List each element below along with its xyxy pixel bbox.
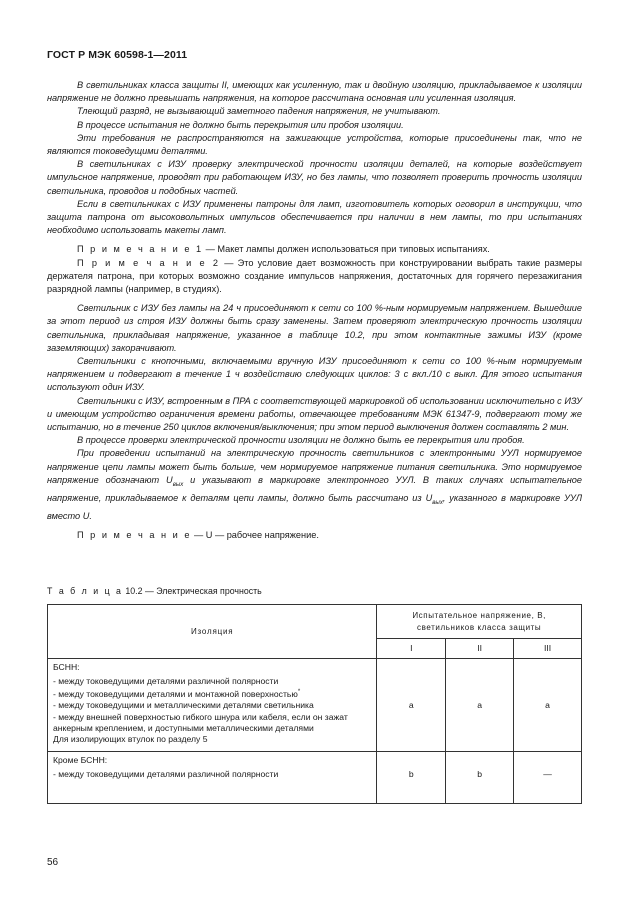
paragraph: Тлеющий разряд, не вызывающий заметного падения напряжения, не учитывают.: [77, 106, 441, 117]
note-text: — Макет лампы должен использоваться при типовых испытаниях.: [203, 244, 490, 255]
note-3: [47, 529, 582, 542]
paragraph: В светильниках класса защиты II, имеющих как усиленную, так и двойную изоляцию, прикладываемое к изоляции напряжение не должно превышать напряжения, на которое рассчитана основная или усиленная изоляция.: [47, 80, 582, 104]
page-number: 56: [47, 857, 59, 868]
cell-value: a: [446, 659, 514, 752]
note-1: [47, 243, 582, 256]
strength-table: [47, 604, 582, 804]
paragraph: В светильниках с ИЗУ проверку электрической прочности изоляции деталей, на которые воздействует импульсное напряжение, проводят при работающем ИЗУ, но без лампы, что позволяет проверить прочность изоляции светильника, проводов и подобных частей.: [47, 159, 582, 196]
note-2: [47, 257, 582, 297]
paragraph-uul: При проведении испытаний на электрическую прочность светильников с электронными УУЛ нормируемое напряжение цепи лампы может быть больше, чем нормируемое напряжение питания светильника. Это нормируемое напряжение обозначают $U_{вых}$ и указывают в маркировке электронного УУЛ. В таких случаях испытательное напряжение, прикладываемое к деталям цепи лампы, должно быть рассчитано из $U_{вых}$, указанного в маркировке УУЛ вместо U.: [47, 448, 583, 521]
note-label: П р и м е ч а н и е: [77, 530, 192, 541]
class-header: III: [514, 639, 582, 659]
cell-value: a: [377, 659, 446, 752]
paragraph: Светильники с ИЗУ, встроенным в ПРА с соответствующей маркировкой об использовании исключительно с ИЗУ и имеющим устройство ограничения времени работы, отвечающее требованиям МЭК 61347-9, подвергают тому же испытанию, но в течение 250 циклов включения/выключения; при этом период выключения должен составлять 2 мин.: [47, 395, 582, 433]
row-bsnn: БСНН: - между токоведущими деталями различной полярности - между токоведущими деталями и монтажной поверхностью* - между токоведущими и металлическими деталями светильника - между внешней поверхностью гибкого шнура или кабеля, если он зажат анкерным креплением, и доступными металлическими деталями Для изолирующих втулок по разделу 5: [48, 659, 377, 752]
paragraph: Если в светильниках с ИЗУ применены патроны для ламп, изготовитель которых оговорил в инструкции, что защита патрона от высоковольтных импульсов обеспечивается при наличии в нем лампы, то при испытаниях необходимо использовать макеты ламп.: [47, 198, 582, 236]
note-label: П р и м е ч а н и е 2: [77, 257, 220, 268]
note-label: П р и м е ч а н и е 1: [77, 244, 204, 255]
class-header: I: [377, 639, 446, 659]
cell-value: b: [446, 752, 514, 804]
cell-value: —: [514, 752, 582, 804]
cell-value: a: [514, 659, 582, 752]
note-text: — Это условие дает возможность при конструировании выбрать такие размеры держателя патрона, при которых возможно создание импульсов напряжения, достаточных для горячего перезажигания разрядной лампы (например, в студиях).: [47, 257, 583, 295]
document-header: ГОСТ Р МЭК 60598-1—2011: [47, 49, 188, 61]
header-isolation: Изоляция: [48, 605, 377, 659]
paragraph: В процессе проверки электрической прочности изоляции не должно быть ее перекрытия или пробоя.: [77, 435, 525, 446]
header-test-voltage: Испытательное напряжение, В, светильников класса защиты: [377, 605, 582, 639]
document-body: [47, 79, 582, 542]
paragraph: Эти требования не распространяются на зажигающие устройства, которые присоединены так, что не являются токоведущими деталями.: [47, 132, 582, 157]
note-text: — U — рабочее напряжение.: [191, 530, 319, 541]
row-non-bsnn: Кроме БСНН: - между токоведущими деталями различной полярности: [48, 752, 377, 804]
table-caption: Т а б л и ц а 10.2 — Электрическая прочность: [47, 586, 262, 596]
paragraph: Светильники с кнопочными, включаемыми вручную ИЗУ присоединяют к сети со 100 %-ным нормируемым напряжением и подвергают в течение 1 ч воздействию следующих циклов: 3 с вкл./10 с выкл. Для этого испытания используют один ИЗУ.: [47, 356, 582, 393]
paragraph: В процессе испытания не должно быть перекрытия или пробоя изоляции.: [77, 119, 404, 130]
class-header: II: [446, 639, 514, 659]
cell-value: b: [377, 752, 446, 804]
paragraph: Светильник с ИЗУ без лампы на 24 ч присоединяют к сети со 100 %-ным нормируемым напряжением. Вышедшие за этот период из строя ИЗУ должны быть сразу заменены. Затем проверяют электрическую прочность изоляции светильника, прикладывая напряжение, указанное в таблице 10.2, при этом контактные зажимы ИЗУ (кроме заземляющих) закорачивают.: [47, 303, 582, 353]
